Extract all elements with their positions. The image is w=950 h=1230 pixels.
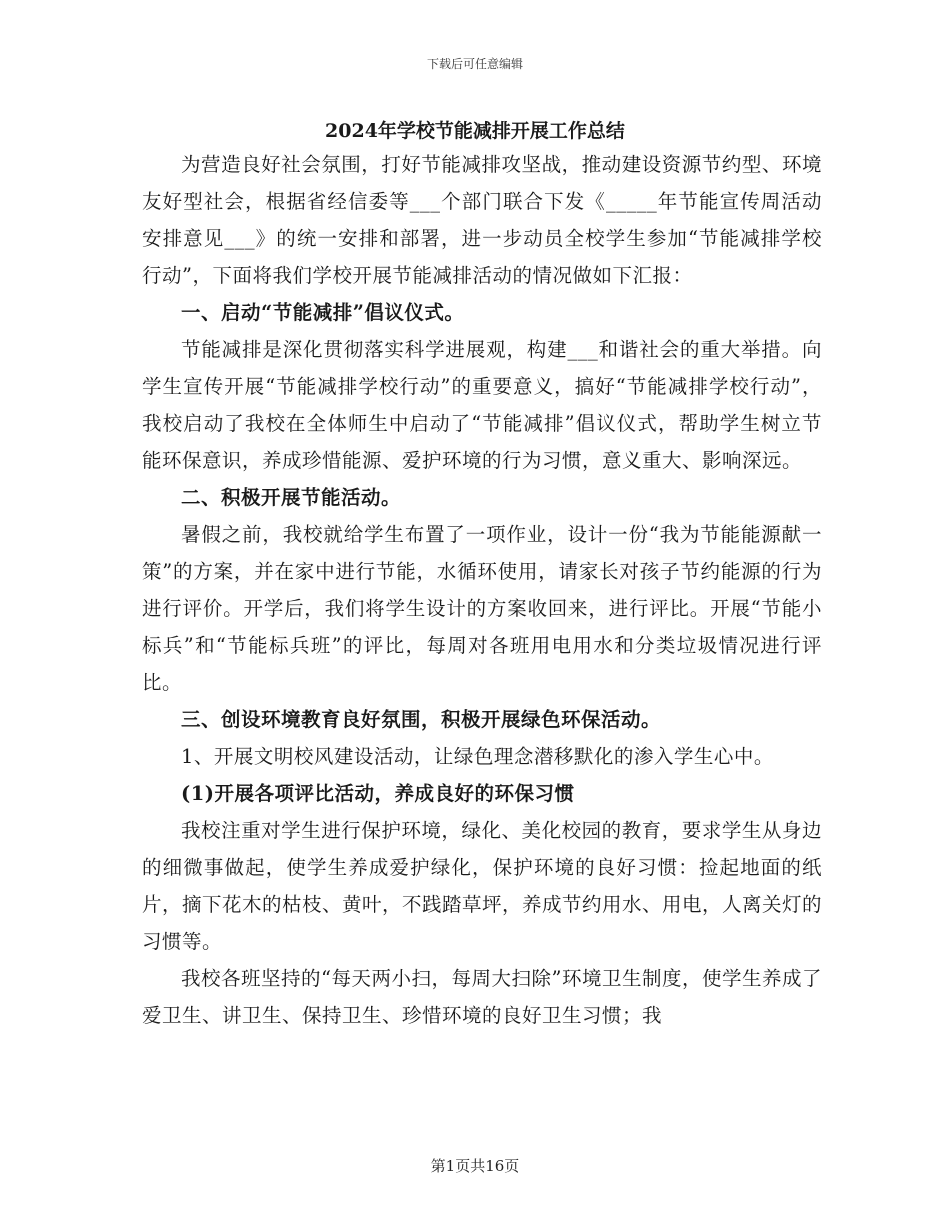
section-heading-3: 三、创设环境教育良好氛围，积极开展绿色环保活动。 bbox=[181, 708, 662, 731]
paragraph-item-1: 1、开展文明校风建设活动，让绿色理念潜移默化的渗入学生心中。 bbox=[181, 745, 774, 768]
paragraph-section-1: 节能减排是深化贯彻落实科学进展观，构建___和谐社会的重大举措。向学生宣传开展“节能减排学校行动”的重要意义，搞好“节能减排学校行动”，我校启动了我校在全体师生中启动了“节能减排”倡议仪式，帮助学生树立节能环保意识，养成珍惜能源、爱护环境的行为习惯，意义重大、影响深远。 bbox=[142, 338, 822, 472]
subsection-heading-1: (1)开展各项评比活动，养成良好的环保习惯 bbox=[181, 782, 575, 805]
page-footer: 第1页共16页 bbox=[430, 1157, 520, 1175]
section-heading-1: 一、启动“节能减排”倡议仪式。 bbox=[181, 301, 465, 324]
section-heading-2: 二、积极开展节能活动。 bbox=[181, 486, 402, 509]
document-body bbox=[142, 146, 822, 1034]
paragraph-subsection-1b: 我校各班坚持的“每天两小扫，每周大扫除”环境卫生制度，使学生养成了爱卫生、讲卫生、保持卫生、珍惜环境的良好卫生习惯；我 bbox=[142, 967, 822, 1027]
paragraph-intro: 为营造良好社会氛围，打好节能减排攻坚战，推动建设资源节约型、环境友好型社会，根据省经信委等___个部门联合下发《_____年节能宣传周活动安排意见___》的统一安排和部署，进一步动员全校学生参加“节能减排学校行动”，下面将我们学校开展节能减排活动的情况做如下汇报： bbox=[142, 153, 822, 287]
paragraph-subsection-1a: 我校注重对学生进行保护环境，绿化、美化校园的教育，要求学生从身边的细微事做起，使学生养成爱护绿化，保护环境的良好习惯：捡起地面的纸片，摘下花木的枯枝、黄叶，不践踏草坪，养成节约用水、用电，人离关灯的习惯等。 bbox=[142, 819, 823, 953]
document-title: 2024年学校节能减排开展工作总结 bbox=[325, 120, 625, 142]
paragraph-section-2: 暑假之前，我校就给学生布置了一项作业，设计一份“我为节能能源献一策”的方案，并在家中进行节能，水循环使用，请家长对孩子节约能源的行为进行评价。开学后，我们将学生设计的方案收回来，进行评比。开展“节能小标兵”和“节能标兵班”的评比，每周对各班用电用水和分类垃圾情况进行评比。 bbox=[142, 523, 822, 694]
header-note: 下载后可任意编辑 bbox=[426, 57, 523, 71]
